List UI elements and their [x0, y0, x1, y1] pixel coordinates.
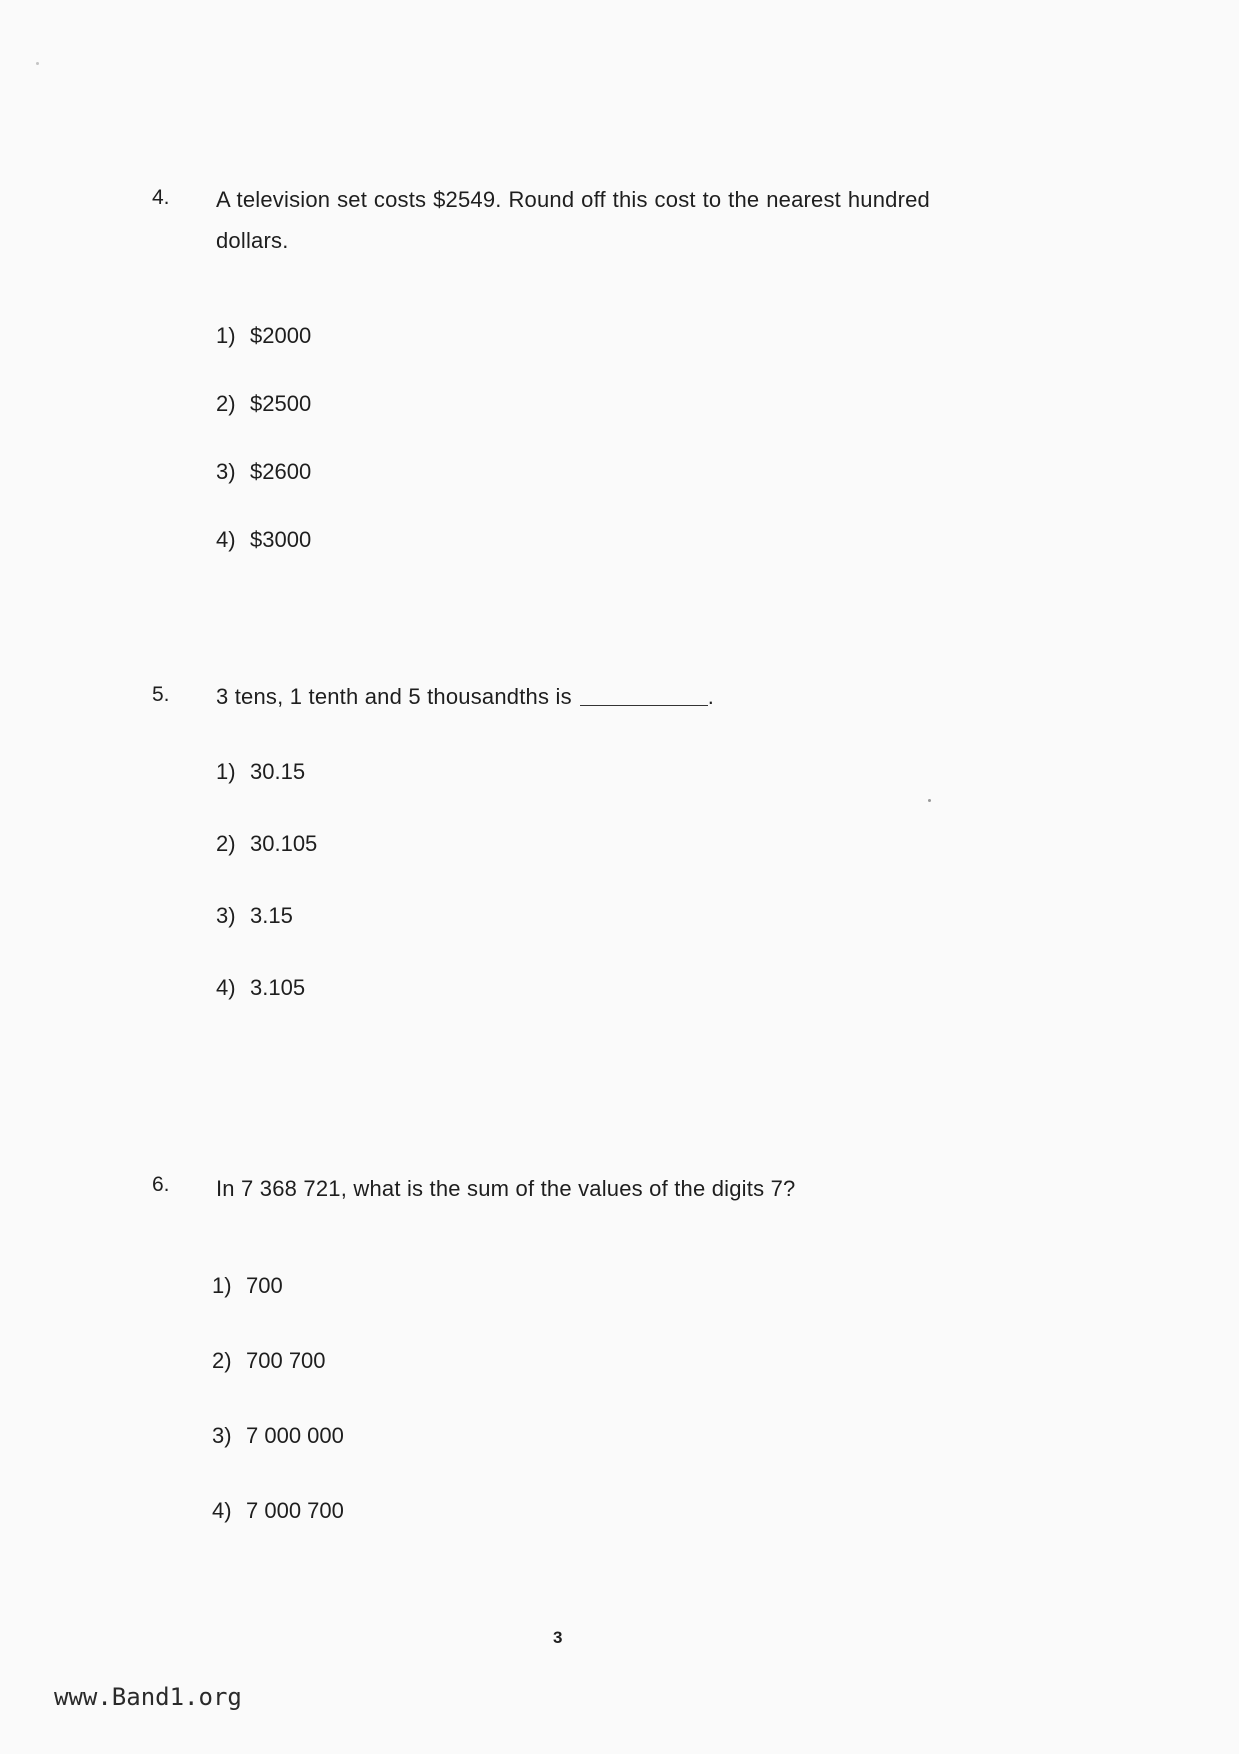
option-text: 30.15: [250, 759, 306, 784]
option-item: [216, 459, 311, 485]
option-text: 700 700: [246, 1348, 326, 1373]
question-number: 4.: [152, 186, 170, 209]
question-text: A television set costs $2549. Round off this cost to the nearest hundred dollars.: [216, 187, 930, 253]
option-text: 3.15: [250, 903, 293, 928]
option-item: [212, 1498, 344, 1524]
option-number: 1): [216, 759, 236, 784]
option-item: [212, 1423, 344, 1449]
option-number: 2): [212, 1348, 232, 1373]
option-number: 4): [216, 527, 236, 552]
option-number: 4): [216, 975, 236, 1000]
option-item: [216, 975, 305, 1001]
scan-speck: [36, 62, 39, 65]
question-text-line: [216, 676, 714, 717]
option-text: 700: [246, 1273, 283, 1298]
option-number: 4): [212, 1498, 232, 1523]
option-item: [212, 1273, 283, 1299]
option-text: $3000: [250, 527, 312, 552]
footer-url: www.Band1.org: [54, 1683, 242, 1711]
question-text-end: .: [707, 684, 715, 709]
option-number: 3): [216, 903, 236, 928]
option-item: [216, 391, 311, 417]
answer-blank: [580, 705, 708, 706]
option-number: 1): [212, 1273, 232, 1298]
option-item: [216, 323, 311, 349]
option-text: $2500: [250, 391, 312, 416]
question-text: In 7 368 721, what is the sum of the values of the digits 7?: [216, 1176, 796, 1201]
page-number: 3: [553, 1628, 563, 1647]
scan-speck: [928, 799, 931, 802]
option-item: [216, 759, 305, 785]
question-number: 5.: [152, 683, 170, 706]
option-item: [216, 903, 293, 929]
option-number: 2): [216, 391, 236, 416]
option-text: 7 000 000: [246, 1423, 344, 1448]
option-item: [216, 831, 317, 857]
option-number: 3): [212, 1423, 232, 1448]
option-number: 3): [216, 459, 236, 484]
option-item: [216, 527, 311, 553]
option-text: $2600: [250, 459, 312, 484]
option-text: 3.105: [250, 975, 306, 1000]
option-number: 2): [216, 831, 236, 856]
option-text: 30.105: [250, 831, 318, 856]
option-number: 1): [216, 323, 236, 348]
option-text: $2000: [250, 323, 312, 348]
option-text: 7 000 700: [246, 1498, 344, 1523]
question-text: 3 tens, 1 tenth and 5 thousandths is: [216, 684, 572, 709]
question-number: 6.: [152, 1173, 170, 1196]
option-item: [212, 1348, 326, 1374]
